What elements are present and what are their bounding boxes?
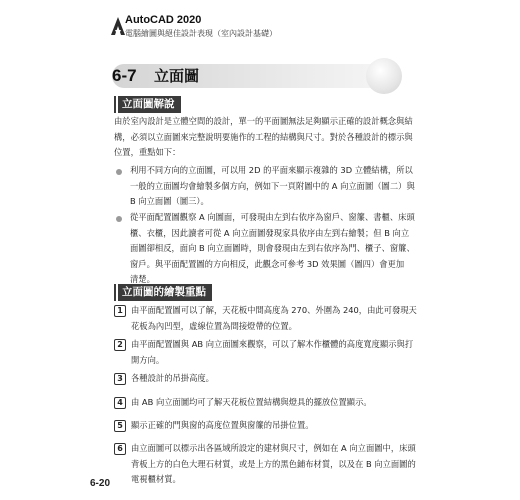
intro-line: 由於室內設計是立體空間的設計，單一的平面圖無法足夠顯示正確的設計概念與結 bbox=[114, 116, 413, 126]
item-line: 各種設計的吊掛高度。 bbox=[131, 373, 214, 383]
bullet-line: 利用不同方向的立面圖，可以用 2D 的平面來顯示複雜的 3D 立體結構，所以 bbox=[130, 165, 413, 175]
item-number-box: 4 bbox=[114, 397, 126, 409]
running-header bbox=[92, 6, 492, 46]
item-line: 由平面配置圖與 AB 向立面圖來觀察，可以了解木作櫃體的高度寬度顯示與打 bbox=[131, 339, 414, 349]
bullet-line: 一般的立面圖均會繪製多個方向，例如下一頁附圖中的 A 向立面圖（圖二）與 bbox=[130, 180, 415, 191]
bullet-line: B 向立面圖（圖三）。 bbox=[130, 196, 209, 207]
book-title: AutoCAD 2020 bbox=[125, 14, 202, 26]
item-number-box: 1 bbox=[114, 305, 126, 317]
subheading-explain: 立面圖解說 bbox=[118, 96, 181, 113]
section-title: 立面圖 bbox=[154, 67, 200, 85]
bullet-line: 面圖卻相反，面向 B 向立面圖時，則會發現由左到右依序為門、櫃子、窗簾、 bbox=[130, 243, 415, 254]
item-line: 花板為內凹型，虛線位置為間接燈帶的位置。 bbox=[131, 320, 297, 331]
item-line: 背板上方的白色大理石材質，或是上方的黑色鋪布材質，以及在 B 向立面圖的 bbox=[131, 458, 416, 469]
item-line: 由 AB 向立面圖均可了解天花板位置結構與燈具的擺放位置顯示。 bbox=[131, 397, 372, 407]
intro-line: 位置，重點如下： bbox=[114, 147, 181, 158]
bullet-line: 窗戶。與平面配置圖的方向相反，此觀念可參考 3D 效果圖（圖四）會更加 bbox=[130, 258, 405, 269]
item-number-box: 6 bbox=[114, 443, 126, 455]
autocad-logo-icon bbox=[110, 16, 126, 36]
subheading-keypoints: 立面圖的繪製重點 bbox=[118, 284, 212, 301]
book-subtitle: 電腦繪圖與絕佳設計表現（室內設計基礎） bbox=[125, 29, 277, 38]
bullet-line: 清楚。 bbox=[130, 274, 155, 285]
bullet-marker bbox=[116, 169, 122, 175]
item-line: 由立面圖可以標示出各區域所設定的建材與尺寸，例如在 A 向立面圖中，床頭 bbox=[131, 443, 416, 453]
item-line: 由平面配置圖可以了解，天花板中間高度為 270、外圍為 240，由此可發現天 bbox=[131, 305, 417, 315]
section-number: 6-7 bbox=[112, 66, 137, 85]
item-number-box: 2 bbox=[114, 339, 126, 351]
item-number-box: 3 bbox=[114, 373, 126, 385]
bullet-line: 櫃、衣櫃，因此讀者可從 A 向立面圖發現家具依序由左到右繪製；但 B 向立 bbox=[130, 227, 410, 238]
item-line: 電視櫃材質。 bbox=[131, 474, 181, 485]
section-heading-knob bbox=[366, 58, 402, 94]
page-number: 6-20 bbox=[90, 478, 111, 489]
bullet-marker bbox=[116, 216, 122, 222]
item-number-box: 5 bbox=[114, 420, 126, 432]
intro-line: 構，必須以立面圖來完整說明要施作的工程的結構與尺寸。對於各種設計的標示與 bbox=[114, 131, 413, 142]
item-line: 開方向。 bbox=[131, 354, 165, 365]
bullet-line: 從平面配置圖觀察 A 向圖面，可發現由左到右依序為窗戶、窗簾、書櫃、床頭 bbox=[130, 212, 415, 222]
item-line: 顯示正確的門與窗的高度位置與窗簾的吊掛位置。 bbox=[131, 420, 314, 430]
